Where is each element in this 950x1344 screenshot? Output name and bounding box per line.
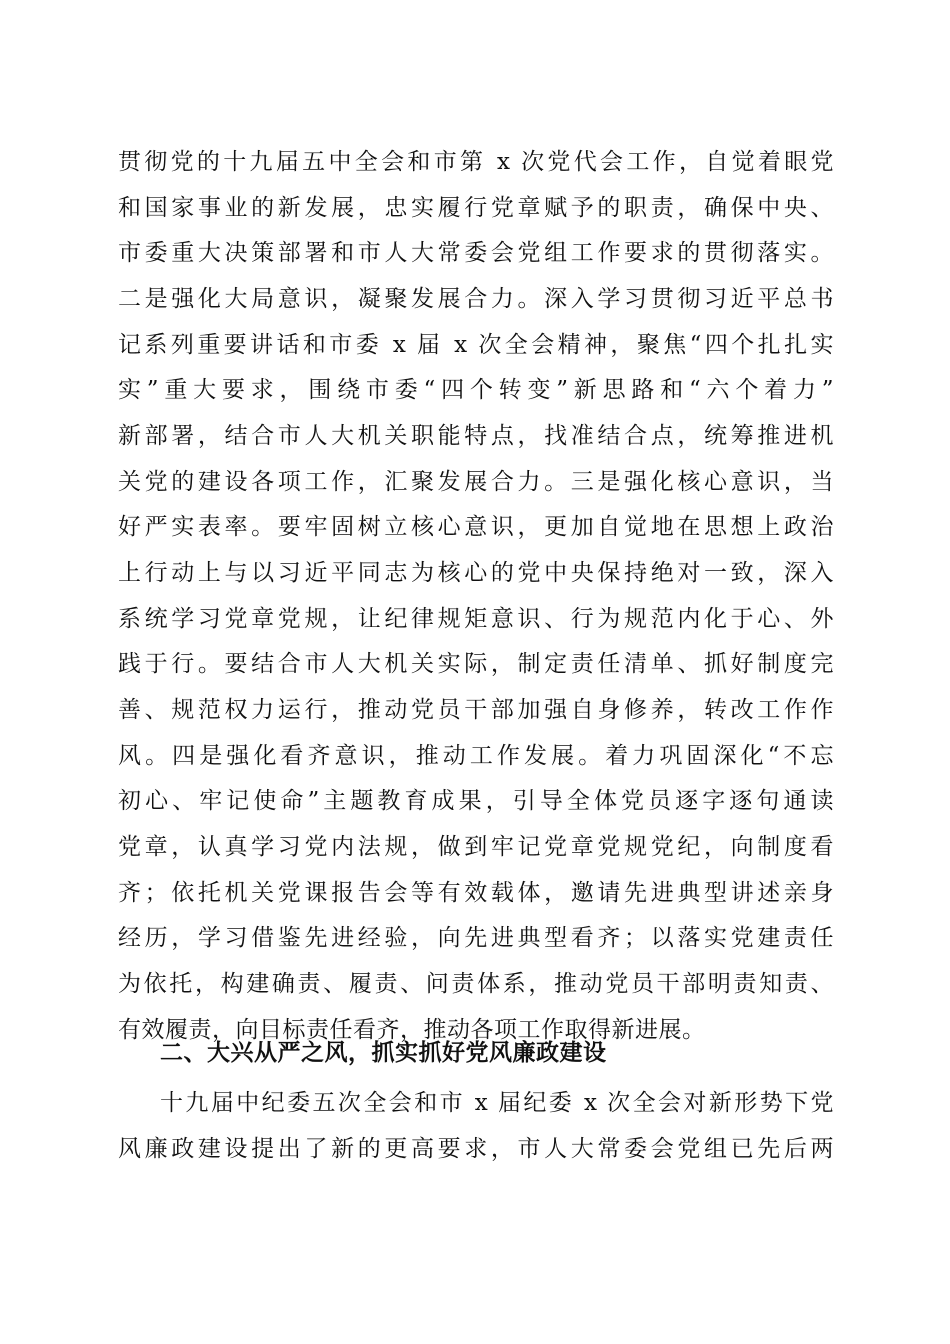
paragraph-line-8: 关党的建设各项工作，汇聚发展合力。三是强化核心意识，当	[118, 469, 834, 495]
paragraph-line-6: 实”重大要求，围绕市委“四个转变”新思路和“六个着力”	[118, 377, 834, 403]
paragraph-line-17: 齐；依托机关党课报告会等有效载体，邀请先进典型讲述亲身	[118, 880, 834, 906]
paragraph-line-1: 贯彻党的十九届五中全会和市第 x 次党代会工作，自觉着眼党	[118, 149, 834, 175]
paragraph-line-16: 党章，认真学习党内法规，做到牢记党章党规党纪，向制度看	[118, 834, 834, 860]
paragraph-line-18: 经历，学习借鉴先进经验，向先进典型看齐；以落实党建责任	[118, 925, 834, 951]
paragraph-line-20: 有效履责，向目标责任看齐，推动各项工作取得新进展。	[118, 1017, 706, 1043]
paragraph-line-13: 善、规范权力运行，推动党员干部加强自身修养，转改工作作	[118, 697, 834, 723]
section-paragraph-line-2: 风廉政建设提出了新的更高要求，市人大常委会党组已先后两	[118, 1136, 834, 1162]
paragraph-line-2: 和国家事业的新发展，忠实履行党章赋予的职责，确保中央、	[118, 195, 834, 221]
paragraph-line-10: 上行动上与以习近平同志为核心的党中央保持绝对一致，深入	[118, 560, 834, 586]
paragraph-line-4: 二是强化大局意识，凝聚发展合力。深入学习贯彻习近平总书	[118, 286, 834, 312]
paragraph-line-7: 新部署，结合市人大机关职能特点，找准结合点，统筹推进机	[118, 423, 834, 449]
paragraph-line-19: 为依托，构建确责、履责、问责体系，推动党员干部明责知责、	[118, 971, 834, 997]
paragraph-line-3: 市委重大决策部署和市人大常委会党组工作要求的贯彻落实。	[118, 240, 834, 266]
paragraph-line-14: 风。四是强化看齐意识，推动工作发展。着力巩固深化“不忘	[118, 743, 834, 769]
section-heading: 二、大兴从严之风，抓实抓好党风廉政建设	[160, 1040, 607, 1066]
paragraph-line-5: 记系列重要讲话和市委 x 届 x 次全会精神，聚焦“四个扎扎实	[118, 332, 834, 358]
paragraph-line-9: 好严实表率。要牢固树立核心意识，更加自觉地在思想上政治	[118, 514, 834, 540]
paragraph-line-12: 践于行。要结合市人大机关实际，制定责任清单、抓好制度完	[118, 651, 834, 677]
section-paragraph-line-1: 十九届中纪委五次全会和市 x 届纪委 x 次全会对新形势下党	[160, 1090, 834, 1116]
paragraph-line-11: 系统学习党章党规，让纪律规矩意识、行为规范内化于心、外	[118, 606, 834, 632]
paragraph-line-15: 初心、牢记使命”主题教育成果，引导全体党员逐字逐句通读	[118, 788, 834, 814]
